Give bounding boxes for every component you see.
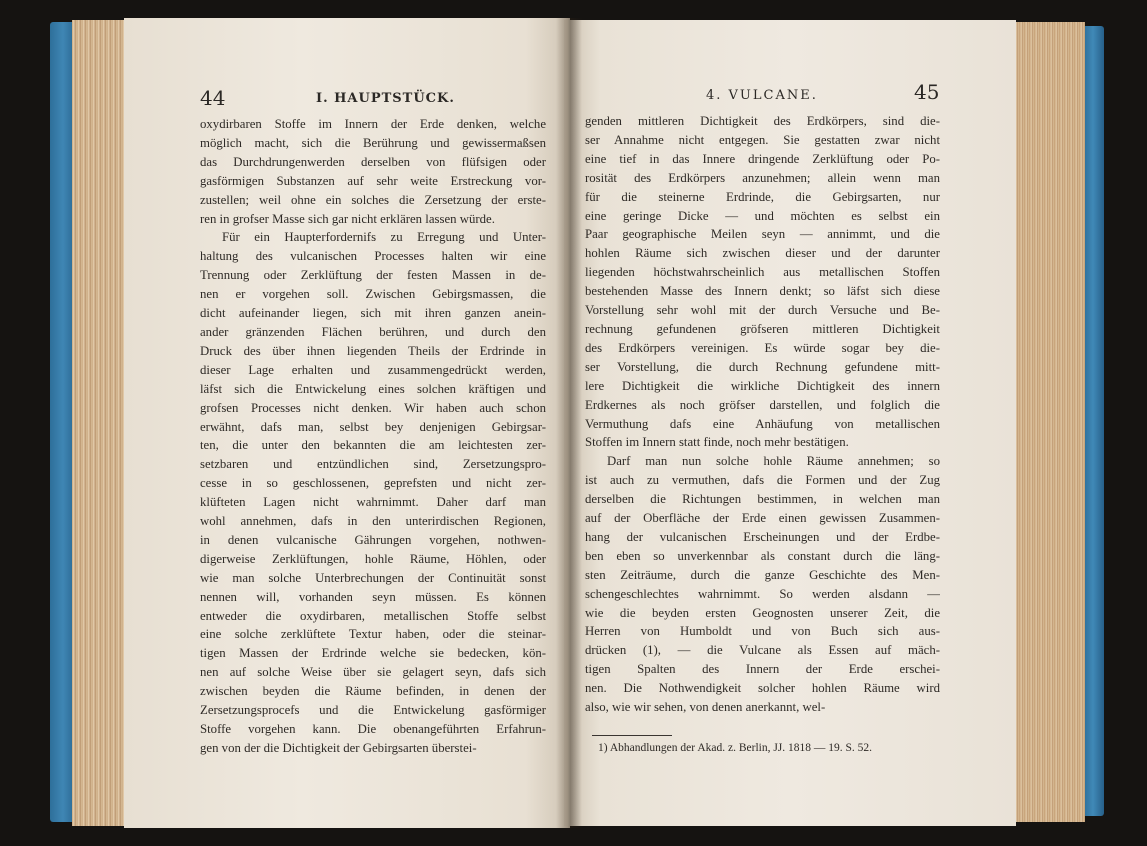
text-line: wie die beyden ersten Geognosten unserer Zeit, die bbox=[585, 605, 940, 620]
text-line: nennen will, vorhanden seyn müssen. Es können bbox=[200, 589, 546, 604]
text-line: des Erdkörpers vereinigen. Es würde sogar bey die- bbox=[585, 340, 940, 355]
text-line: sten Zeiträume, durch die ganze Geschichte des Men- bbox=[585, 567, 940, 582]
text-line: dieser Lage erhalten und zusammengedrückt werden, bbox=[200, 362, 546, 377]
text-line: ser Vorstellung, die durch Rechnung gefundene mitt- bbox=[585, 359, 940, 374]
page-stack-right bbox=[1013, 22, 1085, 822]
text-line: Vorstellung sehr wohl mit der durch Versuche und Be- bbox=[585, 303, 940, 318]
text-line: für die steinerne Erdrinde, die Gebirgsarten, nur bbox=[585, 189, 940, 204]
text-line: nen. Die Nothwendigkeit solcher hohlen Räume wird bbox=[585, 681, 940, 696]
text-line: nen er vorgehen soll. Zwischen Gebirgsmassen, die bbox=[200, 287, 546, 302]
text-line: Darf man nun solche hohle Räume annehmen; so bbox=[607, 454, 940, 469]
text-line: auf der Oberfläche der Erde einen gewissen Zusammen- bbox=[585, 511, 940, 526]
text-line: ander gränzenden Flächen berühren, und durch den bbox=[200, 324, 546, 339]
text-line: Erdkernes als noch gröfser darstellen, und folglich die bbox=[585, 397, 940, 412]
text-line: drücken (1), — die Vulcane als Essen auf mäch- bbox=[585, 643, 940, 658]
text-line: wie man solche Unterbrechungen der Continuität sonst bbox=[200, 570, 546, 585]
text-line: zwischen beyden die Räume befinden, in denen der bbox=[200, 684, 546, 699]
running-head-right: 4. VULCANE. bbox=[706, 88, 818, 103]
left-page bbox=[124, 18, 570, 828]
text-line: Druck des über ihnen liegenden Theils der Erdrinde in bbox=[200, 343, 546, 358]
text-line: ser Annahme nicht entgegen. Sie gestatten zwar nicht bbox=[585, 132, 940, 147]
text-line: haltung des vulcanischen Processes halten wir eine bbox=[200, 249, 546, 264]
text-line: Zersetzungsprocefs und die Entwickelung gasförmiger bbox=[200, 703, 546, 718]
text-line: bestehenden Masse des Innern denkt; so läfst sich diese bbox=[585, 284, 940, 299]
text-line: zustellen; weil ohne ein solches die Zersetzung der erste- bbox=[200, 192, 546, 207]
text-line: gen von der die Dichtigkeit der Gebirgsarten überstei- bbox=[200, 740, 477, 755]
text-line: gasförmigen Substanzen auf sehr weite Erstreckung vor- bbox=[200, 173, 546, 188]
text-line: tigen Spalten des Innern der Erde erschei- bbox=[585, 662, 940, 677]
text-line: wohl annehmen, dafs in den unterirdischen Regionen, bbox=[200, 514, 546, 529]
text-line: in denen vulcanische Gährungen vorgehen, nothwen- bbox=[200, 532, 546, 547]
footnote: 1) Abhandlungen der Akad. z. Berlin, JJ. 1818 — 19. S. 52. bbox=[598, 742, 873, 754]
text-line: ben eben so unverkennbar als constant durch die läng- bbox=[585, 548, 940, 563]
text-line: liegenden höchstwahrscheinlich aus metallischen Stoffen bbox=[585, 265, 940, 280]
text-line: Herren von Humboldt und von Buch sich aus- bbox=[585, 624, 940, 639]
text-line: möglich macht, sich die Berührung und gewissermaßsen bbox=[200, 135, 546, 150]
text-line: eine geringe Dicke — und möchten es selbst ein bbox=[585, 208, 940, 223]
text-line: erwähnt, dafs man, selbst bey denjenigen Gebirgsar- bbox=[200, 419, 546, 434]
text-line: oxydirbaren Stoffe im Innern der Erde denken, welche bbox=[200, 117, 546, 131]
text-line: eine tief in das Innere dringende Zerklüftung oder Po- bbox=[585, 151, 940, 166]
text-line: rosität des Erdkörpers anzunehmen; allein wenn man bbox=[585, 170, 940, 185]
text-line: lere Dichtigkeit die wirkliche Dichtigkeit des innern bbox=[585, 378, 940, 393]
text-line: nen auf solche Weise über sie gelagert seyn, dafs sich bbox=[200, 665, 546, 680]
text-line: Für ein Haupterfordernifs zu Erregung und Unter- bbox=[222, 230, 546, 245]
text-line: cesse in so geschlossenen, geprefsten und nicht zer- bbox=[200, 476, 546, 491]
text-line: also, wie wir sehen, von denen anerkannt, wel- bbox=[585, 700, 826, 715]
running-head-left: I. HAUPTSTÜCK. bbox=[316, 91, 455, 106]
text-line: digerweise Zerklüftungen, hohle Räume, Höhlen, oder bbox=[200, 551, 546, 566]
right-page-body bbox=[585, 112, 940, 717]
text-line: hang der vulcanischen Erscheinungen und der Erdbe- bbox=[585, 529, 940, 544]
book-gutter bbox=[556, 18, 582, 828]
text-line: Trennung oder Zerklüftung der festen Massen in de- bbox=[200, 268, 546, 283]
text-line: Vermuthung dafs eine Anhäufung von metallischen bbox=[585, 416, 940, 431]
page-number-right: 45 bbox=[914, 80, 940, 104]
text-line: Stoffen im Innern statt finde, noch mehr bestätigen. bbox=[585, 435, 849, 450]
page-number-left: 44 bbox=[200, 86, 226, 110]
text-line: hohlen Räume sich zwischen dieser und der darunter bbox=[585, 246, 940, 261]
text-line: läfst sich die Entwickelung eines solchen kräftigen und bbox=[200, 381, 546, 396]
text-line: tigen Massen der Erdrinde welche sie bedecken, kön- bbox=[200, 646, 546, 661]
text-line: derselben die Richtungen bestimmen, in welchen man bbox=[585, 492, 940, 507]
text-line: Paar geographische Meilen seyn — annimmt, und die bbox=[585, 227, 940, 242]
text-line: entweder die oxydirbaren, metallischen Stoffe selbst bbox=[200, 608, 546, 623]
book-edge-right bbox=[1082, 26, 1104, 816]
text-line: eine solche zerklüftete Textur haben, oder die steinar- bbox=[200, 627, 546, 642]
text-line: klüfteten Lagen nicht wahrnimmt. Daher darf man bbox=[200, 495, 546, 510]
page-stack-left bbox=[72, 20, 128, 826]
text-line: ten, die unter den bekannten die am leichtesten zer- bbox=[200, 438, 546, 453]
text-line: schengeschlechtes wahrnimmt. So werden alsdann — bbox=[585, 586, 940, 601]
text-line: ist auch zu vermuthen, dafs die Formen und der Zug bbox=[585, 473, 940, 488]
text-line: genden mittleren Dichtigkeit des Erdkörpers, sind die- bbox=[585, 114, 940, 128]
text-line: grofsen Processes nicht denken. Wir haben auch schon bbox=[200, 400, 546, 415]
text-line: ren in grofser Masse sich gar nicht erklären lassen würde. bbox=[200, 211, 495, 226]
text-line: Stoffe vorgehen kann. Die obenangeführten Erfahrun- bbox=[200, 722, 546, 736]
text-line: dicht aufeinander liegen, sich mit ihren ganzen anein- bbox=[200, 306, 546, 321]
right-page bbox=[564, 20, 1016, 826]
text-line: das Durchdrungenwerden derselben von flüfsigen oder bbox=[200, 154, 546, 169]
left-page-body bbox=[200, 115, 546, 758]
footnote-rule bbox=[592, 735, 672, 736]
text-line: setzbaren und entzündlichen sind, Zersetzungspro- bbox=[200, 457, 546, 472]
text-line: rechnung gefundenen gröfseren mittleren Dichtigkeit bbox=[585, 321, 940, 336]
